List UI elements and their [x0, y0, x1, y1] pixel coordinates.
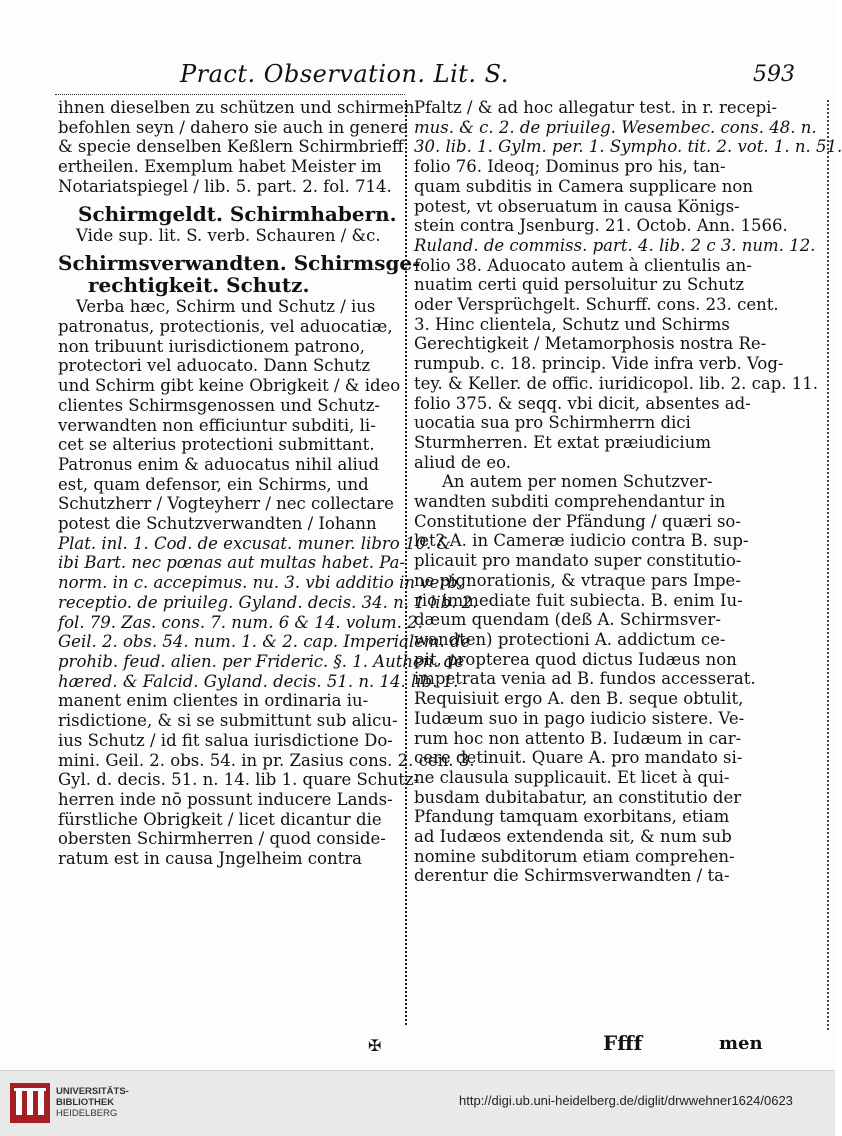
text-line: plicauit pro mandato super constitutio-: [414, 551, 742, 571]
text-line: fürstliche Obrigkeit / licet dicantur die: [58, 809, 382, 829]
text-line: ihnen dieselben zu schützen und schirmen: [58, 98, 415, 117]
text-line: busdam dubitabatur, an constitutio der: [414, 787, 742, 807]
library-name-line: UNIVERSITÄTS-: [56, 1086, 129, 1097]
library-name-line: BIBLIOTHEK: [56, 1097, 115, 1108]
text-line: ratum est in causa Jngelheim contra: [58, 849, 362, 869]
text-line: Patronus enim & aduocatus nihil aliud: [58, 454, 380, 474]
text-line: 30. lib. 1. Gylm. per. 1. Sympho. tit. 2. vot. 1. n. 51.: [414, 137, 842, 157]
library-name: [56, 1086, 129, 1119]
text-line: pit, propterea quod dictus Iudæus non: [414, 649, 737, 669]
text-line: rumpub. c. 18. princip. Vide infra verb. Vog-: [414, 354, 784, 374]
text-line: ius Schutz / id fit salua iurisdictione Do-: [58, 730, 393, 750]
text-line: stein contra Jsenburg. 21. Octob. Ann. 1566.: [414, 216, 788, 236]
column-divider: [405, 100, 407, 1025]
text-line: mini. Geil. 2. obs. 54. in pr. Zasius cons. 2. cen. 3.: [58, 750, 475, 770]
text-line: Gyl. d. decis. 51. n. 14. lib 1. quare Schutz-: [58, 770, 420, 790]
text-line: Iudæum suo in pago iudicio sistere. Ve-: [414, 708, 745, 728]
text-line: folio 76. Ideoq; Dominus pro his, tan-: [414, 157, 726, 177]
text-line: receptio. de priuileg. Gyland. decis. 34. n. 1 lib. 2.: [58, 592, 478, 612]
text-line: Sturmherren. Et extat præiudicium: [414, 432, 711, 452]
text-line: Pfandung tamquam exorbitans, etiam: [414, 807, 730, 827]
text-line: und Schirm gibt keine Obrigkeit / & ideo: [58, 376, 401, 396]
text-line: 3. Hinc clientela, Schutz und Schirms: [414, 314, 730, 334]
text-line: Ruland. de commiss. part. 4. lib. 2 c 3. num. 12.: [414, 235, 816, 255]
header-rule: [55, 94, 405, 95]
text-line: folio 38. Aduocato autem à clientulis an-: [414, 255, 752, 275]
text-line: cet se alterius protectioni submittant.: [58, 435, 375, 455]
text-line: Gerechtigkeit / Metamorphosis nostra Re-: [414, 334, 767, 354]
text-line: Notariatspiegel / lib. 5. part. 2. fol. 714.: [58, 176, 392, 196]
text-line: wandten subditi comprehendantur in: [414, 492, 726, 512]
right-column: [414, 98, 842, 886]
source-url-link[interactable]: http://digi.ub.uni-heidelberg.de/diglit/drwwehner1624/0623: [459, 1093, 793, 1108]
text-line: clientes Schirmsgenossen und Schutz-: [58, 395, 380, 415]
section-heading: Schirmsverwandten. Schirmsge-: [58, 250, 421, 275]
library-name-line: HEIDELBERG: [56, 1108, 118, 1119]
text-line: rum hoc non attento B. Iudæum in car-: [414, 728, 742, 748]
page-number: 593: [753, 62, 795, 87]
text-line: quam subditis in Camera supplicare non: [414, 176, 753, 196]
text-line: ibi Bart. nec pœnas aut multas habet. Pa-: [58, 553, 406, 573]
heidelberg-library-logo-icon[interactable]: [10, 1083, 50, 1123]
text-line: non tribuunt iurisdictionem patrono,: [58, 336, 365, 356]
text-line: ne clausula supplicauit. Et licet à qui-: [414, 767, 730, 787]
text-line: ad Iudæos extendenda sit, & num sub: [414, 827, 732, 847]
text-line: oder Versprüchgelt. Schurff. cons. 23. cent.: [414, 295, 779, 315]
text-line: herren inde nō possunt inducere Lands-: [58, 789, 393, 809]
text-line: est, quam defensor, ein Schirms, und: [58, 474, 369, 494]
text-line: tey. & Keller. de offic. iuridicopol. lib. 2. cap. 11.: [414, 373, 819, 393]
text-line: Verba hæc, Schirm und Schutz / ius: [76, 297, 376, 317]
text-line: derentur die Schirmsverwandten / ta-: [414, 866, 730, 886]
text-line: protectori vel aduocato. Dann Schutz: [58, 356, 371, 376]
text-line: potest die Schutzverwandten / Iohann: [58, 514, 377, 534]
text-line: Geil. 2. obs. 54. num. 1. & 2. cap. Imperialem. de: [58, 632, 471, 652]
text-line: mus. & c. 2. de priuileg. Wesembec. cons. 48. n.: [414, 117, 817, 137]
text-line: An autem per nomen Schutzver-: [442, 472, 713, 492]
printer-mark: ✠: [368, 1036, 382, 1055]
text-line: potest, vt obseruatum in causa Königs-: [414, 196, 740, 216]
text-line: Schutzherr / Vogteyherr / nec collectare: [58, 494, 394, 514]
text-line: uocatia sua pro Schirmherrn dici: [414, 413, 691, 433]
text-line: patronatus, protectionis, vel aduocatiæ,: [58, 317, 393, 337]
section-heading: Schirmgeldt. Schirmhabern.: [78, 201, 397, 226]
text-line: ne pignorationis, & vtraque pars Impe-: [414, 570, 741, 590]
text-line: impetrata venia ad B. fundos accesserat.: [414, 669, 756, 689]
text-line: Requisiuit ergo A. den B. seque obtulit,: [414, 689, 744, 709]
text-line: folio 375. & seqq. vbi dicit, absentes ad-: [414, 393, 751, 413]
catchword: men: [719, 1033, 763, 1054]
section-heading: rechtigkeit. Schutz.: [88, 272, 310, 297]
cross-reference: Vide sup. lit. S. verb. Schauren / &c.: [76, 226, 381, 246]
text-line: nuatim certi quid persoluitur zu Schutz: [414, 275, 745, 295]
text-line: let? A. in Cameræ iudicio contra B. sup-: [414, 531, 749, 551]
text-line: Constitutione der Pfändung / quæri so-: [414, 511, 741, 531]
text-line: befohlen seyn / dahero sie auch in genere: [58, 117, 408, 137]
text-line: risdictione, & si se submittunt sub alicu-: [58, 711, 398, 731]
text-line: aliud de eo.: [414, 452, 512, 472]
text-line: Pfaltz / & ad hoc allegatur test. in r. recepi-: [414, 98, 778, 117]
page-edge-shadow: [824, 100, 829, 1030]
text-line: wandten) protectioni A. addictum ce-: [414, 629, 726, 649]
text-line: cere detinuit. Quare A. pro mandato si-: [414, 748, 743, 768]
text-line: hæred. & Falcid. Gyland. decis. 51. n. 14. lib. 1.: [58, 671, 459, 691]
text-line: nomine subditorum etiam comprehen-: [414, 846, 735, 866]
text-line: ertheilen. Exemplum habet Meister im: [58, 157, 382, 177]
text-line: dæum quendam (deß A. Schirmsver-: [414, 610, 721, 630]
text-line: fol. 79. Zas. cons. 7. num. 6 & 14. volum. 2.: [58, 612, 423, 632]
text-line: rio immediate fuit subiecta. B. enim Iu-: [414, 590, 743, 610]
text-line: obersten Schirmherren / quod conside-: [58, 829, 386, 849]
signature-mark: Ffff: [603, 1031, 643, 1055]
text-line: Plat. inl. 1. Cod. de excusat. muner. libro 10. &: [58, 533, 452, 553]
text-line: norm. in c. accepimus. nu. 3. vbi additio in verb.: [58, 573, 464, 593]
text-line: & specie denselben Keßlern Schirmbrieff: [58, 137, 404, 157]
text-line: prohib. feud. alien. per Frideric. §. 1. Authen. de: [58, 651, 465, 671]
text-line: verwandten non efficiuntur subditi, li-: [58, 415, 376, 435]
text-line: manent enim clientes in ordinaria iu-: [58, 691, 369, 711]
library-footer-bar: [0, 1070, 835, 1136]
running-header: Pract. Observation. Lit. S.: [180, 60, 509, 88]
